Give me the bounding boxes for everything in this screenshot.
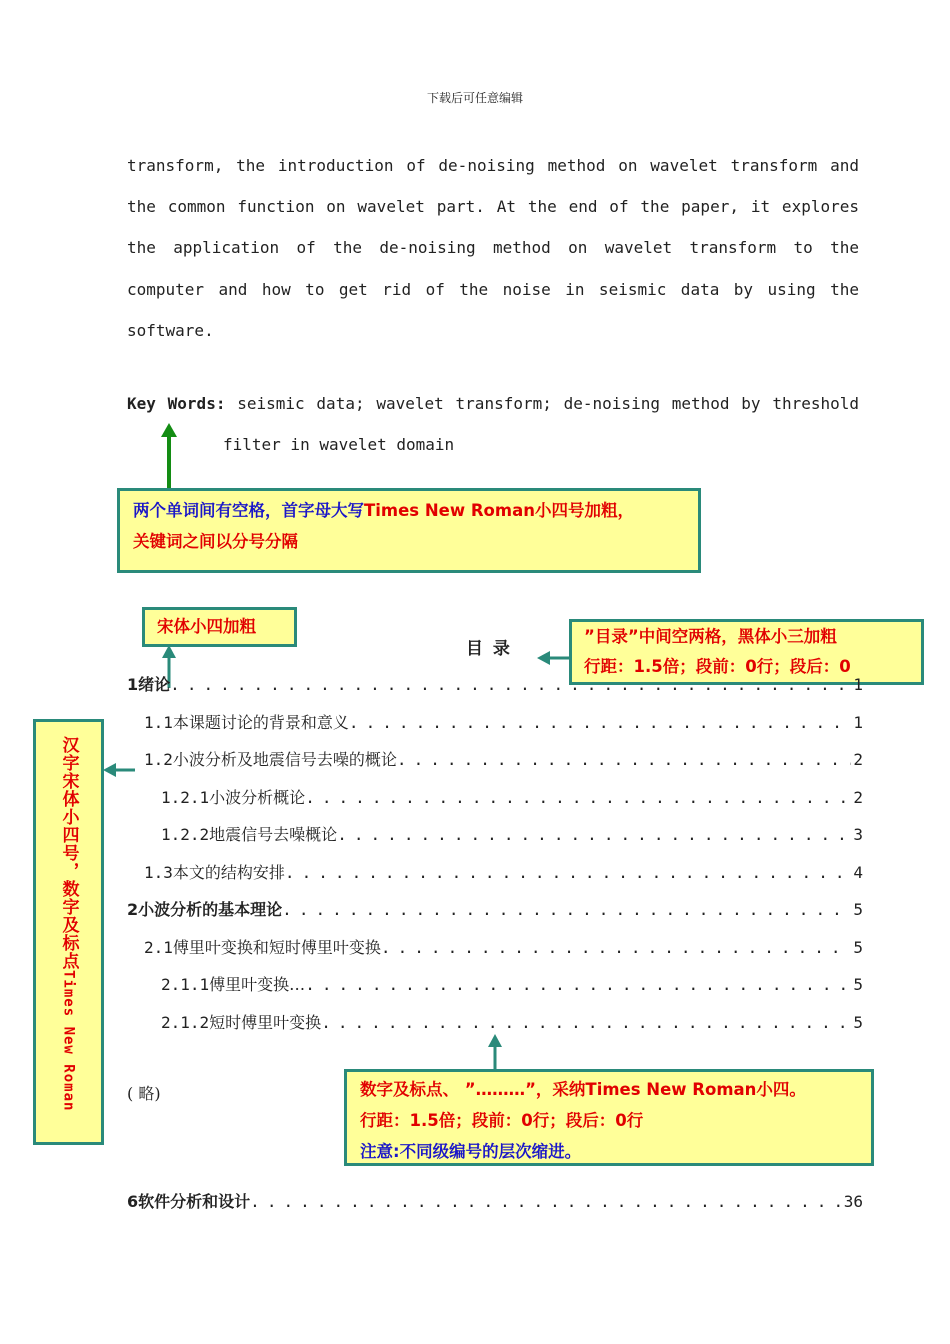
toc-entry[interactable] — [127, 973, 863, 997]
toc-entry-number: 1.2 — [144, 750, 173, 769]
toc-entry-title: 软件分析和设计 — [138, 1192, 251, 1211]
toc-entry[interactable] — [127, 861, 863, 885]
toc-entry-page: 5 — [853, 937, 863, 957]
arrow-up-dots — [488, 1034, 502, 1072]
note-left-vertical-latin: Times New Roman — [60, 970, 77, 1112]
note-numbers-line2: 行距：1.5倍；段前：0行；段后：0行 — [360, 1111, 644, 1130]
toc-leader-dots — [250, 1190, 842, 1214]
note-numbers-line1: 数字及标点、 ”………”，采纳Times New Roman小四。 — [360, 1080, 806, 1099]
toc-leader-dots — [337, 823, 851, 847]
toc-entry[interactable] — [127, 1011, 863, 1035]
toc-entry-title: 小波分析及地震信号去噪的概论 — [172, 750, 397, 769]
toc-entry-number: 1.3 — [144, 862, 173, 882]
toc-entry-page: 2 — [853, 750, 863, 769]
toc-entry[interactable] — [127, 1190, 863, 1214]
abstract-line: the application of the de-noising method on wavelet transform to the — [127, 238, 859, 257]
note-numbers — [344, 1069, 874, 1166]
toc-leader-dots — [397, 748, 851, 772]
note-toc-title-line2: 行距：1.5倍；段前：0行；段后：0 — [584, 657, 851, 676]
toc-entry-page: 3 — [853, 825, 863, 844]
toc-omitted: ( 略) — [127, 1084, 161, 1103]
toc-entry-title: 本文的结构安排 — [172, 862, 285, 882]
toc-entry-title: 本课题讨论的背景和意义 — [172, 712, 349, 732]
toc-entry-title: 绪论 — [138, 675, 171, 694]
toc-entry-number: 2.1.1 — [161, 975, 210, 994]
note-keywords — [117, 488, 701, 573]
note-keywords-part1: 两个单词间有空格，首字母大写 — [133, 501, 364, 520]
toc-leader-dots — [305, 786, 851, 810]
toc-entry-page: 4 — [853, 862, 863, 882]
toc-entry-page: 5 — [853, 975, 863, 994]
toc-entry[interactable] — [127, 898, 863, 922]
toc-entry[interactable] — [127, 748, 863, 772]
abstract-line: software. — [127, 321, 214, 340]
toc-entry-title: 地震信号去噪概论 — [209, 825, 338, 844]
toc-entry[interactable] — [127, 936, 863, 960]
toc-entry-page: 2 — [853, 787, 863, 807]
toc-leader-dots — [321, 1011, 851, 1035]
toc-title: 目 录 — [466, 639, 512, 659]
arrow-up-keywords — [161, 423, 177, 494]
note-songti: 宋体小四加粗 — [142, 607, 297, 647]
toc-leader-dots — [305, 973, 851, 997]
abstract-line: the common function on wavelet part. At the end of the paper, it explores — [127, 197, 859, 216]
toc-leader-dots — [170, 673, 851, 697]
toc-entry-number: 2 — [127, 900, 139, 919]
keywords-label: Key Words: — [127, 394, 226, 413]
toc-entry-number: 1 — [127, 675, 139, 694]
note-keywords-part2: Times New Roman小四号加粗， — [364, 501, 634, 520]
abstract-line: transform, the introduction of de-noising method on wavelet transform and — [127, 156, 859, 175]
page-header: 下载后可任意编辑 — [426, 91, 523, 105]
toc-entry-page: 5 — [853, 900, 863, 919]
toc-entry[interactable] — [127, 786, 863, 810]
note-left-vertical — [33, 719, 104, 1145]
toc-entry-title: 小波分析的基本理论 — [138, 900, 283, 919]
abstract-line: computer and how to get rid of the noise in seismic data by using the — [127, 280, 859, 299]
toc-entry-page: 1 — [853, 712, 863, 732]
toc-entry-page: 36 — [843, 1192, 863, 1211]
toc-entry-number: 2.1 — [144, 937, 173, 957]
toc-entry-number: 1.1 — [144, 712, 173, 732]
toc-list-tail — [127, 1190, 863, 1214]
toc-entry-number: 1.2.1 — [161, 787, 210, 807]
toc-entry-title: 傅里叶变换… — [209, 975, 306, 994]
toc-leader-dots — [282, 898, 851, 922]
toc-entry-title: 短时傅里叶变换 — [209, 1012, 322, 1032]
toc-leader-dots — [349, 711, 851, 735]
note-left-vertical-cjk: 汉字宋体小四号，数字及标点 — [58, 736, 79, 970]
note-toc-title-line1: ”目录”中间空两格，黑体小三加粗 — [584, 627, 837, 646]
toc-entry[interactable] — [127, 673, 863, 697]
toc-entry-page: 5 — [853, 1012, 863, 1032]
keywords-line-2: filter in wavelet domain — [223, 435, 455, 454]
toc-entry-title: 小波分析概论 — [209, 787, 306, 807]
toc-leader-dots — [285, 861, 851, 885]
toc-list — [127, 673, 863, 1035]
toc-entry-number: 6 — [127, 1192, 139, 1211]
toc-entry[interactable] — [127, 823, 863, 847]
toc-entry-title: 傅里叶变换和短时傅里叶变换 — [172, 937, 381, 957]
toc-leader-dots — [381, 936, 851, 960]
note-numbers-line3: 注意:不同级编号的层次缩进。 — [360, 1142, 582, 1161]
toc-entry[interactable] — [127, 711, 863, 735]
toc-entry-number: 2.1.2 — [161, 1012, 210, 1032]
note-keywords-line2: 关键词之间以分号分隔 — [133, 532, 298, 551]
arrow-left-toc-title — [537, 651, 570, 665]
toc-entry-page: 1 — [853, 675, 863, 694]
toc-entry-number: 1.2.2 — [161, 825, 210, 844]
keywords-text: seismic data; wavelet transform; de-noising method by threshold — [225, 394, 859, 413]
